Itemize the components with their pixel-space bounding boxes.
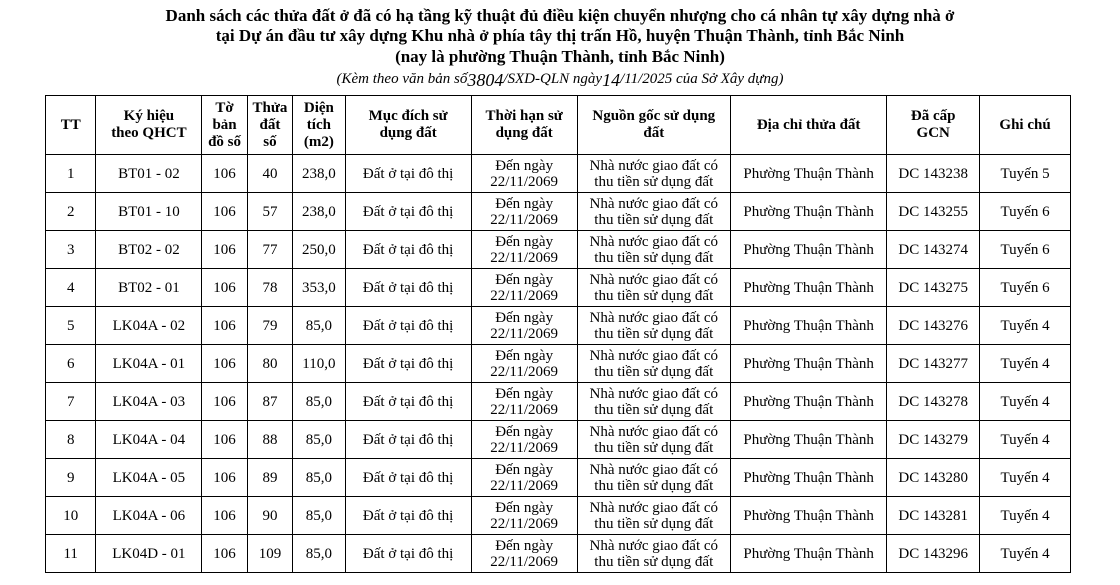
cell-ky-hieu: LK04A - 05 [96, 459, 202, 497]
cell-to-ban-do: 106 [202, 307, 247, 345]
cell-nguon-goc: Nhà nước giao đất có thu tiền sử dụng đất [577, 345, 730, 383]
cell-gcn: DC 143276 [887, 307, 980, 345]
cell-thoi-han: Đến ngày 22/11/2069 [471, 231, 577, 269]
table-row [46, 231, 1071, 269]
cell-thoi-han: Đến ngày 22/11/2069 [471, 497, 577, 535]
cell-tt: 3 [46, 231, 96, 269]
cell-gcn: DC 143280 [887, 459, 980, 497]
cell-to-ban-do: 106 [202, 269, 247, 307]
cell-tt: 2 [46, 193, 96, 231]
cell-nguon-goc: Nhà nước giao đất có thu tiền sử dụng đất [577, 155, 730, 193]
cell-dien-tich: 238,0 [293, 193, 345, 231]
cell-dien-tich: 85,0 [293, 307, 345, 345]
cell-nguon-goc: Nhà nước giao đất có thu tiền sử dụng đất [577, 421, 730, 459]
cell-to-ban-do: 106 [202, 535, 247, 573]
cell-muc-dich: Đất ở tại đô thị [345, 421, 471, 459]
cell-to-ban-do: 106 [202, 345, 247, 383]
cell-thua-dat: 80 [247, 345, 292, 383]
header-ghi-chu: Ghi chú [980, 96, 1071, 155]
cell-ky-hieu: LK04A - 06 [96, 497, 202, 535]
table-row [46, 421, 1071, 459]
header-thoi-han: Thời hạn sử dụng đất [471, 96, 577, 155]
header-dien-tich: Diện tích (m2) [293, 96, 345, 155]
cell-ghi-chu: Tuyến 6 [980, 193, 1071, 231]
cell-muc-dich: Đất ở tại đô thị [345, 535, 471, 573]
cell-ghi-chu: Tuyến 4 [980, 421, 1071, 459]
cell-ghi-chu: Tuyến 4 [980, 383, 1071, 421]
cell-muc-dich: Đất ở tại đô thị [345, 383, 471, 421]
cell-dia-chi: Phường Thuận Thành [730, 459, 886, 497]
document-number: 3804 [467, 70, 504, 90]
table-row [46, 383, 1071, 421]
cell-thoi-han: Đến ngày 22/11/2069 [471, 269, 577, 307]
header-dia-chi: Địa chỉ thửa đất [730, 96, 886, 155]
cell-dia-chi: Phường Thuận Thành [730, 155, 886, 193]
cell-tt: 8 [46, 421, 96, 459]
cell-thua-dat: 78 [247, 269, 292, 307]
table-row [46, 535, 1071, 573]
cell-ky-hieu: LK04A - 02 [96, 307, 202, 345]
cell-to-ban-do: 106 [202, 193, 247, 231]
cell-nguon-goc: Nhà nước giao đất có thu tiền sử dụng đất [577, 307, 730, 345]
cell-tt: 4 [46, 269, 96, 307]
cell-tt: 6 [46, 345, 96, 383]
cell-dia-chi: Phường Thuận Thành [730, 421, 886, 459]
cell-ky-hieu: LK04A - 04 [96, 421, 202, 459]
cell-thua-dat: 77 [247, 231, 292, 269]
cell-nguon-goc: Nhà nước giao đất có thu tiền sử dụng đất [577, 231, 730, 269]
cell-thoi-han: Đến ngày 22/11/2069 [471, 155, 577, 193]
cell-tt: 10 [46, 497, 96, 535]
cell-thoi-han: Đến ngày 22/11/2069 [471, 421, 577, 459]
cell-nguon-goc: Nhà nước giao đất có thu tiền sử dụng đất [577, 269, 730, 307]
cell-dia-chi: Phường Thuận Thành [730, 497, 886, 535]
cell-nguon-goc: Nhà nước giao đất có thu tiền sử dụng đất [577, 459, 730, 497]
table-row [46, 345, 1071, 383]
header-muc-dich: Mục đích sử dụng đất [345, 96, 471, 155]
cell-thua-dat: 40 [247, 155, 292, 193]
cell-dien-tich: 250,0 [293, 231, 345, 269]
cell-nguon-goc: Nhà nước giao đất có thu tiền sử dụng đất [577, 193, 730, 231]
cell-tt: 9 [46, 459, 96, 497]
cell-ky-hieu: LK04A - 01 [96, 345, 202, 383]
cell-thua-dat: 79 [247, 307, 292, 345]
header-tt: TT [46, 96, 96, 155]
table-row [46, 459, 1071, 497]
cell-thua-dat: 109 [247, 535, 292, 573]
cell-ky-hieu: LK04A - 03 [96, 383, 202, 421]
cell-muc-dich: Đất ở tại đô thị [345, 459, 471, 497]
header-nguon-goc: Nguồn gốc sử dụng đất [577, 96, 730, 155]
header-ky-hieu: Ký hiệu theo QHCT [96, 96, 202, 155]
cell-dien-tich: 85,0 [293, 421, 345, 459]
table-body [46, 155, 1071, 573]
table-row [46, 193, 1071, 231]
cell-ghi-chu: Tuyến 4 [980, 459, 1071, 497]
cell-muc-dich: Đất ở tại đô thị [345, 193, 471, 231]
cell-gcn: DC 143275 [887, 269, 980, 307]
cell-to-ban-do: 106 [202, 459, 247, 497]
cell-gcn: DC 143279 [887, 421, 980, 459]
cell-gcn: DC 143278 [887, 383, 980, 421]
cell-thoi-han: Đến ngày 22/11/2069 [471, 307, 577, 345]
cell-muc-dich: Đất ở tại đô thị [345, 345, 471, 383]
cell-thua-dat: 87 [247, 383, 292, 421]
document-title-line-1: Danh sách các thửa đất ở đã có hạ tầng kỹ thuật đủ điều kiện chuyển nhượng cho cá nhân tự xây dựng nhà ở [165, 6, 955, 25]
cell-ky-hieu: BT01 - 02 [96, 155, 202, 193]
cell-dien-tich: 85,0 [293, 497, 345, 535]
cell-gcn: DC 143238 [887, 155, 980, 193]
cell-dien-tich: 110,0 [293, 345, 345, 383]
cell-to-ban-do: 106 [202, 231, 247, 269]
cell-thua-dat: 90 [247, 497, 292, 535]
cell-to-ban-do: 106 [202, 421, 247, 459]
cell-nguon-goc: Nhà nước giao đất có thu tiền sử dụng đất [577, 535, 730, 573]
land-plot-table [45, 95, 1071, 573]
cell-muc-dich: Đất ở tại đô thị [345, 231, 471, 269]
table-row [46, 269, 1071, 307]
cell-ky-hieu: BT01 - 10 [96, 193, 202, 231]
cell-gcn: DC 143274 [887, 231, 980, 269]
cell-dien-tich: 85,0 [293, 459, 345, 497]
cell-tt: 11 [46, 535, 96, 573]
cell-ghi-chu: Tuyến 4 [980, 497, 1071, 535]
cell-ghi-chu: Tuyến 4 [980, 535, 1071, 573]
cell-thoi-han: Đến ngày 22/11/2069 [471, 193, 577, 231]
cell-gcn: DC 143296 [887, 535, 980, 573]
subtitle-suffix: /11/2025 của Sở Xây dựng) [620, 71, 784, 87]
cell-gcn: DC 143277 [887, 345, 980, 383]
subtitle-middle: /SXD-QLN ngày [503, 71, 603, 87]
cell-dien-tich: 353,0 [293, 269, 345, 307]
cell-thua-dat: 57 [247, 193, 292, 231]
document-title-line-2: tại Dự án đầu tư xây dựng Khu nhà ở phía tây thị trấn Hồ, huyện Thuận Thành, tỉnh Bắc Ninh [215, 26, 905, 45]
cell-dien-tich: 85,0 [293, 535, 345, 573]
cell-muc-dich: Đất ở tại đô thị [345, 497, 471, 535]
cell-thoi-han: Đến ngày 22/11/2069 [471, 535, 577, 573]
cell-thua-dat: 88 [247, 421, 292, 459]
cell-nguon-goc: Nhà nước giao đất có thu tiền sử dụng đất [577, 497, 730, 535]
cell-tt: 7 [46, 383, 96, 421]
cell-dia-chi: Phường Thuận Thành [730, 307, 886, 345]
cell-to-ban-do: 106 [202, 383, 247, 421]
cell-thua-dat: 89 [247, 459, 292, 497]
cell-dia-chi: Phường Thuận Thành [730, 193, 886, 231]
header-thua-dat: Thửa đất số [247, 96, 292, 155]
cell-dia-chi: Phường Thuận Thành [730, 231, 886, 269]
header-gcn: Đã cấp GCN [887, 96, 980, 155]
cell-to-ban-do: 106 [202, 155, 247, 193]
cell-ky-hieu: BT02 - 02 [96, 231, 202, 269]
cell-muc-dich: Đất ở tại đô thị [345, 155, 471, 193]
table-row [46, 155, 1071, 193]
cell-dien-tich: 85,0 [293, 383, 345, 421]
cell-dia-chi: Phường Thuận Thành [730, 383, 886, 421]
cell-muc-dich: Đất ở tại đô thị [345, 307, 471, 345]
cell-muc-dich: Đất ở tại đô thị [345, 269, 471, 307]
cell-tt: 1 [46, 155, 96, 193]
table-row [46, 497, 1071, 535]
cell-ghi-chu: Tuyến 4 [980, 307, 1071, 345]
cell-dia-chi: Phường Thuận Thành [730, 269, 886, 307]
document-subtitle [0, 68, 1120, 88]
cell-ghi-chu: Tuyến 6 [980, 231, 1071, 269]
cell-nguon-goc: Nhà nước giao đất có thu tiền sử dụng đất [577, 383, 730, 421]
cell-thoi-han: Đến ngày 22/11/2069 [471, 345, 577, 383]
cell-to-ban-do: 106 [202, 497, 247, 535]
table-header-row [46, 96, 1071, 155]
cell-ky-hieu: BT02 - 01 [96, 269, 202, 307]
cell-thoi-han: Đến ngày 22/11/2069 [471, 383, 577, 421]
cell-gcn: DC 143255 [887, 193, 980, 231]
cell-ghi-chu: Tuyến 4 [980, 345, 1071, 383]
table-row [46, 307, 1071, 345]
cell-dien-tich: 238,0 [293, 155, 345, 193]
cell-tt: 5 [46, 307, 96, 345]
subtitle-prefix: (Kèm theo văn bản số [336, 71, 468, 87]
cell-ky-hieu: LK04D - 01 [96, 535, 202, 573]
cell-ghi-chu: Tuyến 5 [980, 155, 1071, 193]
cell-thoi-han: Đến ngày 22/11/2069 [471, 459, 577, 497]
cell-dia-chi: Phường Thuận Thành [730, 535, 886, 573]
cell-dia-chi: Phường Thuận Thành [730, 345, 886, 383]
document-title-line-3: (nay là phường Thuận Thành, tỉnh Bắc Ninh) [395, 47, 725, 66]
header-to-ban-do: Tờ bản đồ số [202, 96, 247, 155]
document-day: 14 [602, 70, 621, 90]
cell-ghi-chu: Tuyến 6 [980, 269, 1071, 307]
cell-gcn: DC 143281 [887, 497, 980, 535]
